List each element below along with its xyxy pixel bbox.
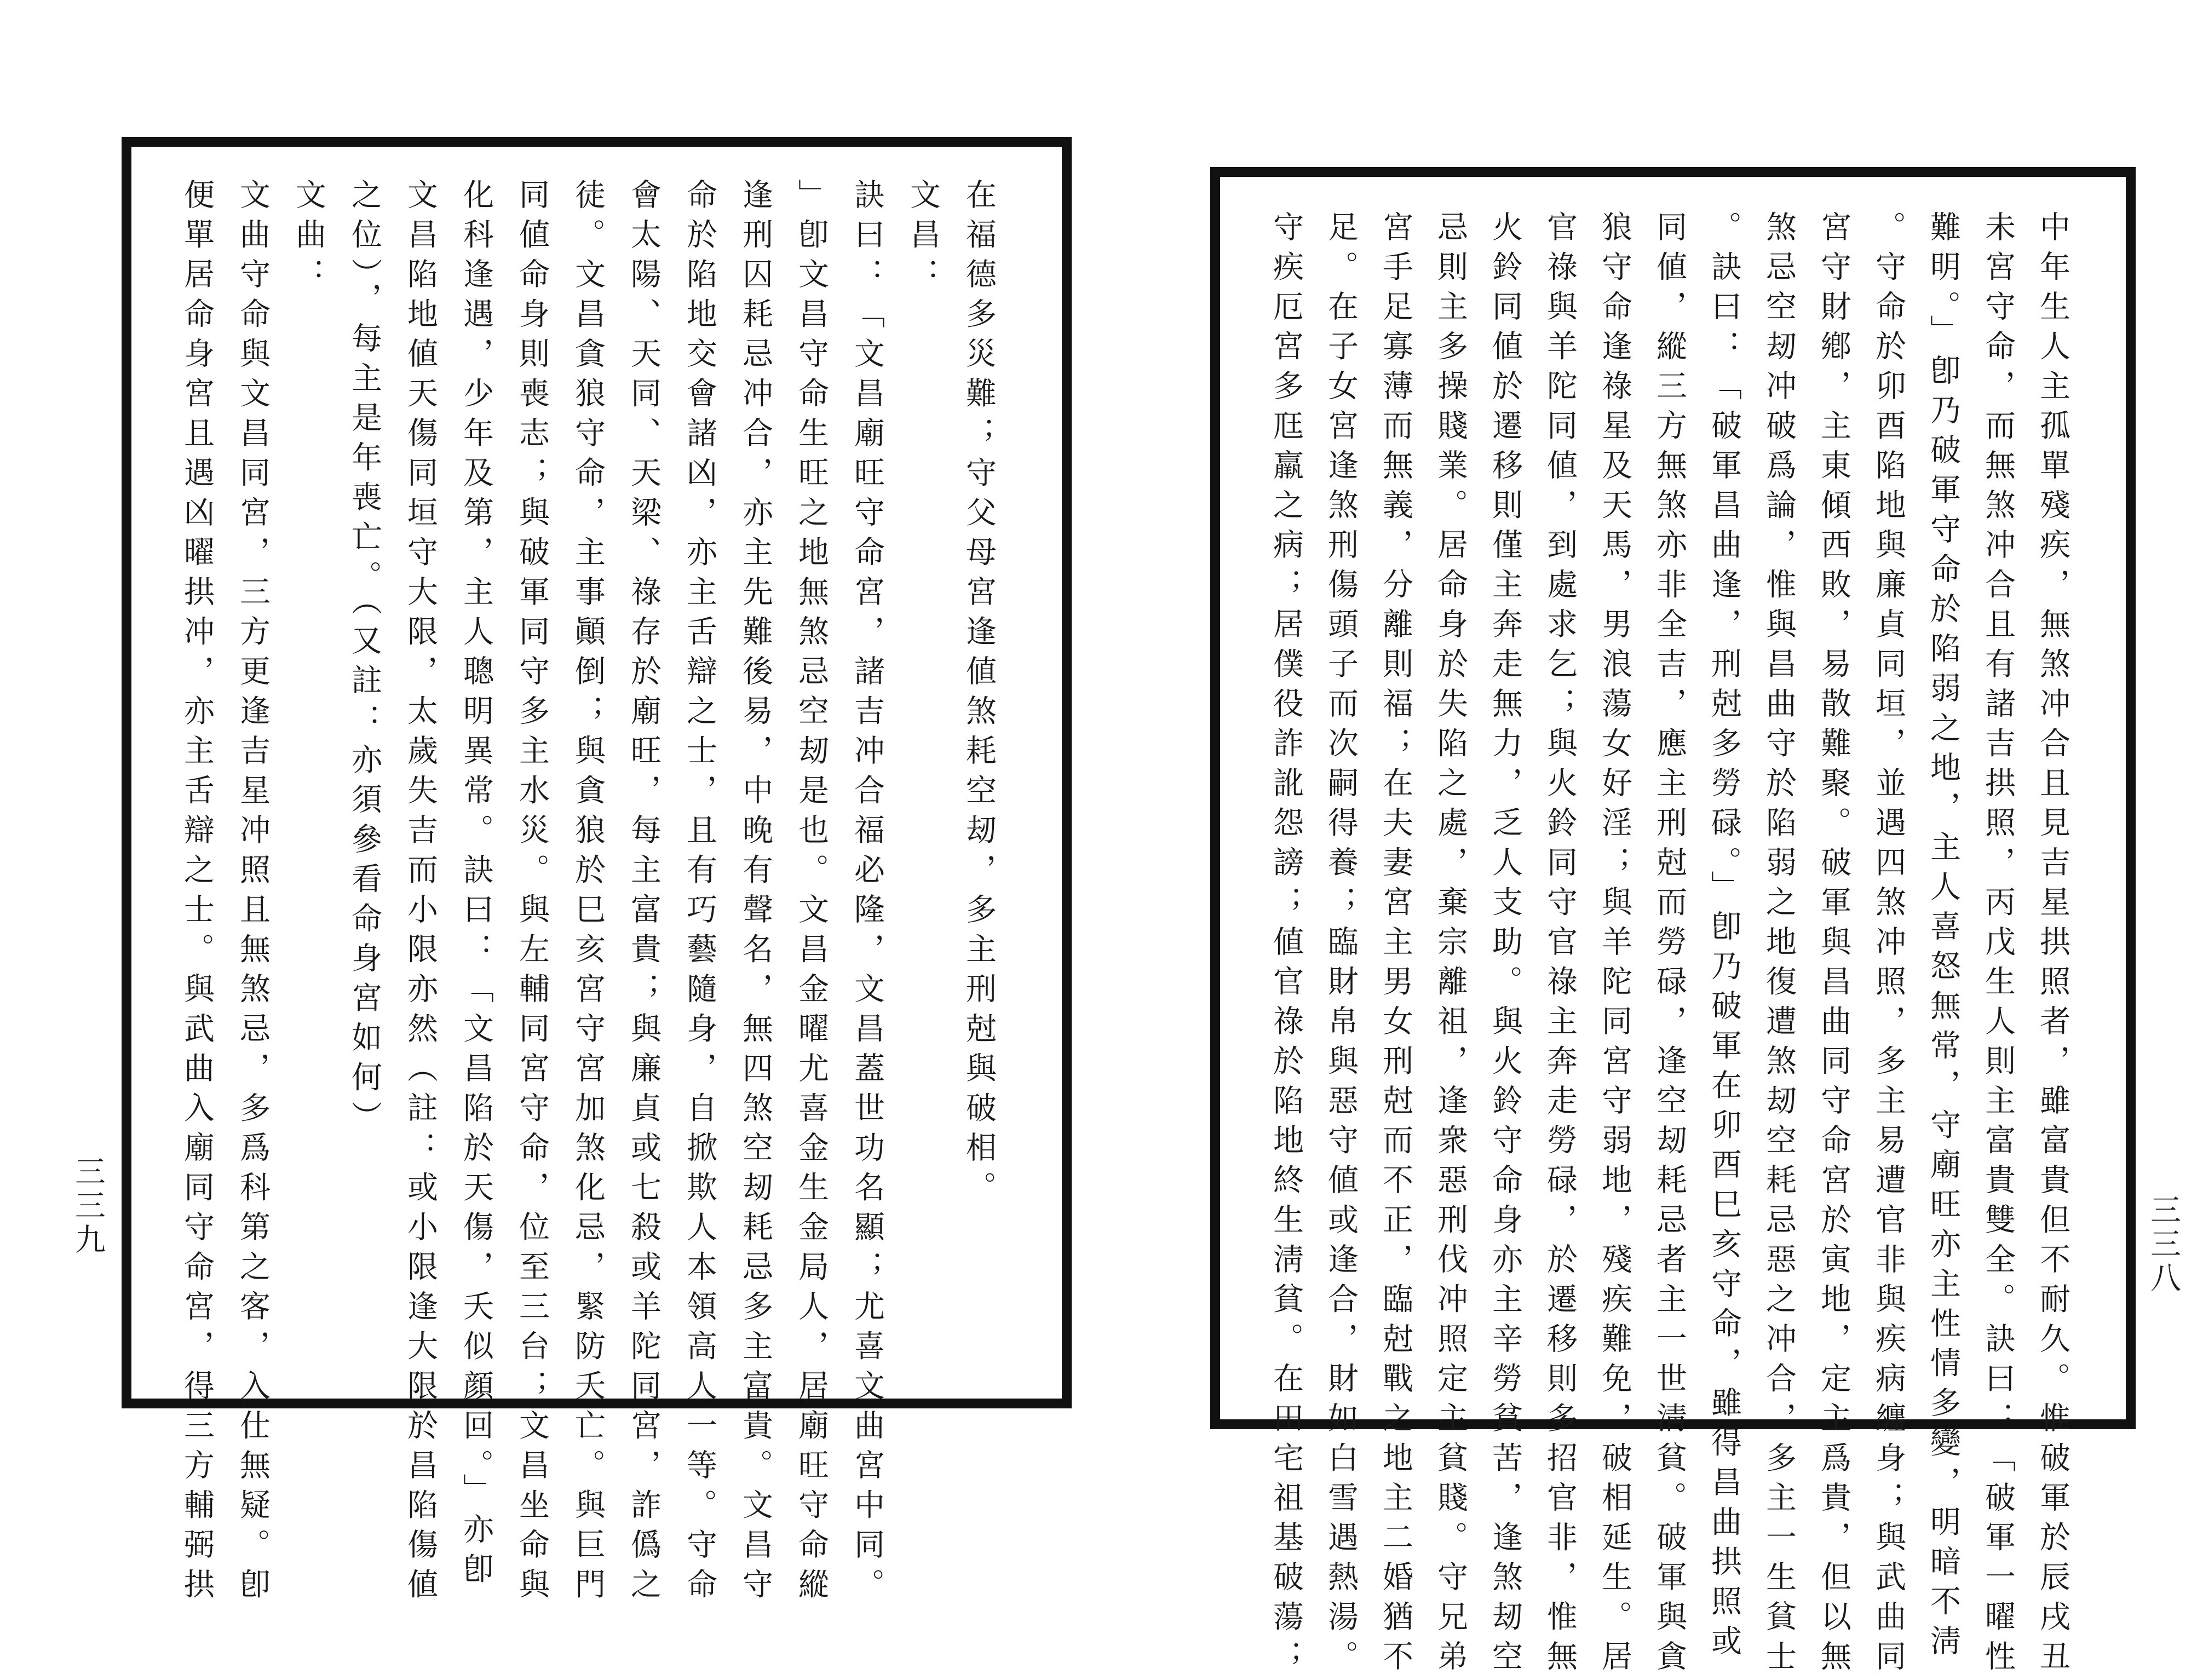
left-page-text-column: 在福德多災難；守父母宮逢値煞耗空刼，多主刑尅與破相。: [961, 179, 997, 1211]
left-page-text-column: 徒。文昌貪狼守命，主事顚倒；與貪狼於巳亥宮守宮加煞化忌，緊防夭亡。與巨門: [570, 179, 606, 1608]
left-page-text-column: 文曲：: [291, 179, 326, 298]
right-page-text-column: 宮手足寡薄而無義，分離則福；在夫妻宮主男女刑尅而不正，臨尅戰之地主二婚猶不: [1378, 211, 1413, 1680]
left-page-text-column: 同値命身則喪志；與破軍同守多主水災。與左輔同宮守命，位至三台；文昌坐命與: [514, 179, 550, 1608]
right-page-text-column: 忌則主多操賤業。居命身於失陷之處，棄宗離祖，逢衆惡刑伐冲照定主貧賤。守兄弟: [1433, 211, 1468, 1680]
right-page-text-column: 煞忌空刼冲破爲論，惟與昌曲守於陷弱之地復遭煞刼空耗忌惡之冲合，多主一生貧士: [1761, 211, 1797, 1680]
left-page-text-column: 之位），每主是年喪亡。（又註：亦須參看命身宮如何）: [347, 179, 382, 1141]
left-page-text-column: 文昌陷地値天傷同垣守大限，太歲失吉而小限亦然（註：或小限逢大限於昌陷傷値: [402, 179, 438, 1608]
right-page-text-column: 官祿與羊陀同値，到處求乞；與火鈴同守官祿主奔走勞碌，於遷移則多招官非，惟無: [1542, 211, 1578, 1680]
left-page-text-column: 命於陷地交會諸凶，亦主舌辯之士，且有巧藝隨身，自掀欺人本領高人一等。守命: [682, 179, 717, 1608]
left-page-frame: [122, 137, 1072, 1608]
right-page-number: 三三八: [2146, 1194, 2181, 1296]
left-page-text-column: 便單居命身宮且遇凶曜拱冲，亦主舌辯之士。與武曲入廟同守命宮，得三方輔弼拱: [179, 179, 215, 1608]
left-page-text-column: 會太陽、天同、天梁、祿存於廟旺，每主富貴；與廉貞或七殺或羊陀同宮，詐僞之: [626, 179, 662, 1608]
right-page-frame: [1210, 167, 2136, 1680]
right-page-text-column: 。守命於卯酉陷地與廉貞同垣，並遇四煞冲照，多主易遭官非與疾病纏身；與武曲同: [1871, 211, 1906, 1680]
left-page-number: 三三九: [70, 1155, 106, 1257]
left-page-text-column: 文曲守命與文昌同宮，三方更逢吉星冲照且無煞忌，多爲科第之客，入仕無疑。卽: [235, 179, 271, 1608]
right-page-text-column: 未宮守命，而無煞冲合且有諸吉拱照，丙戊生人則主富貴雙全。訣曰：「破軍一曜性: [1980, 211, 2016, 1680]
right-page-text-column: 難明。」卽乃破軍守命於陷弱之地，主人喜怒無常，守廟旺亦主性情多變，明暗不淸: [1925, 211, 1961, 1665]
left-page-text-column: 」卽文昌守命生旺之地無煞忌空刼是也。文昌金曜尤喜金生金局人，居廟旺守命縱: [793, 179, 829, 1608]
right-page-text-column: 足。在子女宮逢煞刑傷頭子而次嗣得養；臨財帛與惡守値或逢合，財如白雪遇熱湯。: [1323, 211, 1359, 1680]
right-page-text-column: 守疾厄宮多尫羸之病；居僕役詐訛怨謗；値官祿於陷地終生淸貧。在田宅祖基破蕩；: [1268, 211, 1304, 1680]
right-page-text-column: 中年生人主孤單殘疾，無煞冲合且見吉星拱照者，雖富貴但不耐久。惟破軍於辰戌丑: [2035, 211, 2071, 1680]
right-page-text-column: 狼守命逢祿星及天馬，男浪蕩女好淫；與羊陀同宮守弱地，殘疾難免，破相延生。居: [1597, 211, 1632, 1680]
right-page-text-column: 火鈴同値於遷移則僅主奔走無力，乏人支助。與火鈴守命身亦主辛勞貧苦，逢煞刼空: [1487, 211, 1523, 1680]
right-page-text-column: 同値，縱三方無煞亦非全吉，應主刑尅而勞碌，逢空刼耗忌者主一世淸貧。破軍與貪: [1652, 211, 1687, 1680]
right-page-text-column: 。訣曰：「破軍昌曲逢，刑尅多勞碌。」卽乃破軍在卯酉巳亥守命，雖得昌曲拱照或: [1706, 211, 1742, 1665]
left-page-text-column: 逢刑囚耗忌冲合，亦主先難後易，中晚有聲名，無四煞空刼耗忌多主富貴。文昌守: [738, 179, 773, 1608]
left-page-text-column: 化科逢遇，少年及第，主人聰明異常。訣曰：「文昌陷於天傷，夭似顔回。」亦卽: [458, 179, 494, 1592]
right-page-text-column: 宮守財鄕，主東傾西敗，易散難聚。破軍與昌曲同守命宮於寅地，定主爲貴，但以無: [1816, 211, 1851, 1680]
left-page-text-column: 訣曰：「文昌廟旺守命宮，諸吉冲合福必隆，文昌蓋世功名顯；尤喜文曲宮中同。: [849, 179, 885, 1608]
left-page-text-column: 文昌：: [905, 179, 941, 298]
